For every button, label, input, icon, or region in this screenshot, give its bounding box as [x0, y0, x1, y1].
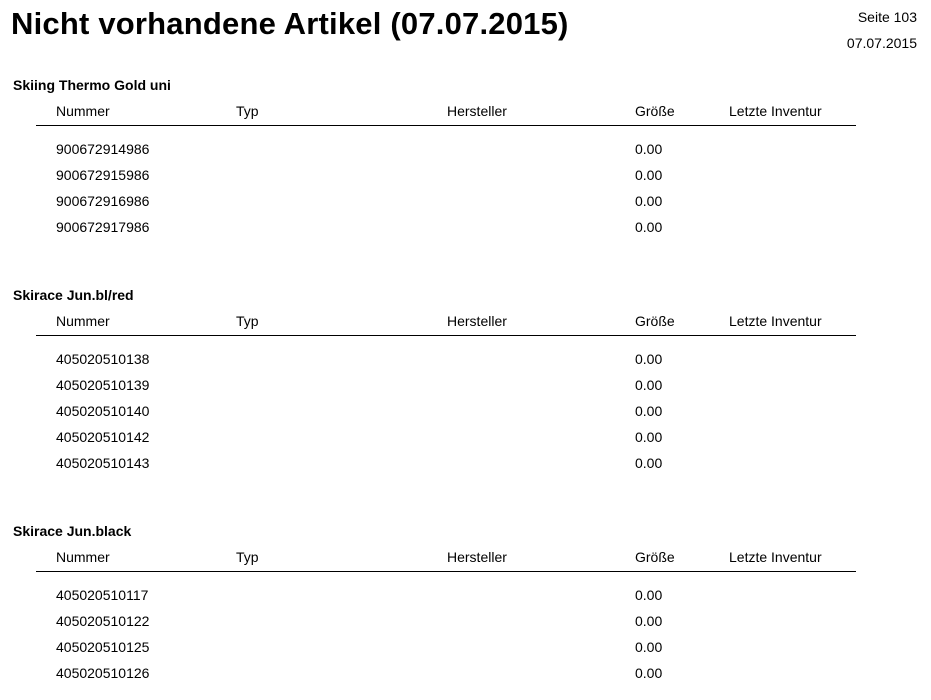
article-size: 0.00 — [635, 639, 663, 655]
header-rule — [36, 571, 856, 572]
table-row — [0, 613, 931, 639]
article-number: 900672914986 — [56, 141, 150, 157]
column-header-groesse: Größe — [635, 103, 675, 119]
column-header-hersteller: Hersteller — [447, 549, 507, 565]
table-row — [0, 193, 931, 219]
article-number: 405020510138 — [56, 351, 150, 367]
column-header-nummer: Nummer — [56, 549, 110, 565]
article-size: 0.00 — [635, 219, 663, 235]
table-row — [0, 639, 931, 665]
report-date: 07.07.2015 — [846, 35, 917, 51]
article-rows — [0, 351, 931, 481]
group-title: Skiing Thermo Gold uni — [13, 77, 171, 93]
article-size: 0.00 — [635, 429, 663, 445]
article-size: 0.00 — [635, 665, 663, 681]
table-row — [0, 403, 931, 429]
column-header-letzte-inventur: Letzte Inventur — [729, 313, 822, 329]
table-row — [0, 665, 931, 691]
article-rows — [0, 141, 931, 245]
page-number: Seite 103 — [857, 9, 917, 25]
article-size: 0.00 — [635, 455, 663, 471]
column-header-groesse: Größe — [635, 549, 675, 565]
column-header-typ: Typ — [236, 103, 259, 119]
article-number: 405020510126 — [56, 665, 150, 681]
article-number: 405020510117 — [56, 587, 149, 603]
table-row — [0, 587, 931, 613]
page-info — [847, 9, 921, 51]
article-number: 900672915986 — [56, 167, 150, 183]
article-size: 0.00 — [635, 193, 663, 209]
group-title: Skirace Jun.black — [13, 523, 132, 539]
article-number: 405020510139 — [56, 377, 150, 393]
table-row — [0, 167, 931, 193]
article-size: 0.00 — [635, 587, 663, 603]
column-header-hersteller: Hersteller — [447, 103, 507, 119]
table-row — [0, 351, 931, 377]
column-header-row — [0, 103, 931, 123]
article-number: 405020510140 — [56, 403, 150, 419]
article-number: 405020510142 — [56, 429, 150, 445]
table-row — [0, 429, 931, 455]
table-row — [0, 141, 931, 167]
article-size: 0.00 — [635, 351, 663, 367]
column-header-typ: Typ — [236, 549, 259, 565]
group-title: Skirace Jun.bl/red — [13, 287, 134, 303]
column-header-hersteller: Hersteller — [447, 313, 507, 329]
table-row — [0, 219, 931, 245]
table-row — [0, 377, 931, 403]
header-rule — [36, 125, 856, 126]
article-size: 0.00 — [635, 613, 663, 629]
header-rule — [36, 335, 856, 336]
report-title: Nicht vorhandene Artikel (07.07.2015) — [11, 6, 569, 41]
column-header-groesse: Größe — [635, 313, 675, 329]
column-header-row — [0, 313, 931, 333]
article-size: 0.00 — [635, 377, 663, 393]
article-rows — [0, 587, 931, 691]
article-size: 0.00 — [635, 167, 663, 183]
column-header-letzte-inventur: Letzte Inventur — [729, 549, 822, 565]
article-number: 900672917986 — [56, 219, 150, 235]
column-header-nummer: Nummer — [56, 103, 110, 119]
column-header-typ: Typ — [236, 313, 259, 329]
article-size: 0.00 — [635, 403, 663, 419]
table-row — [0, 455, 931, 481]
article-size: 0.00 — [635, 141, 663, 157]
article-number: 405020510122 — [56, 613, 150, 629]
article-number: 405020510125 — [56, 639, 150, 655]
column-header-row — [0, 549, 931, 569]
article-number: 900672916986 — [56, 193, 150, 209]
column-header-nummer: Nummer — [56, 313, 110, 329]
article-number: 405020510143 — [56, 455, 150, 471]
column-header-letzte-inventur: Letzte Inventur — [729, 103, 822, 119]
